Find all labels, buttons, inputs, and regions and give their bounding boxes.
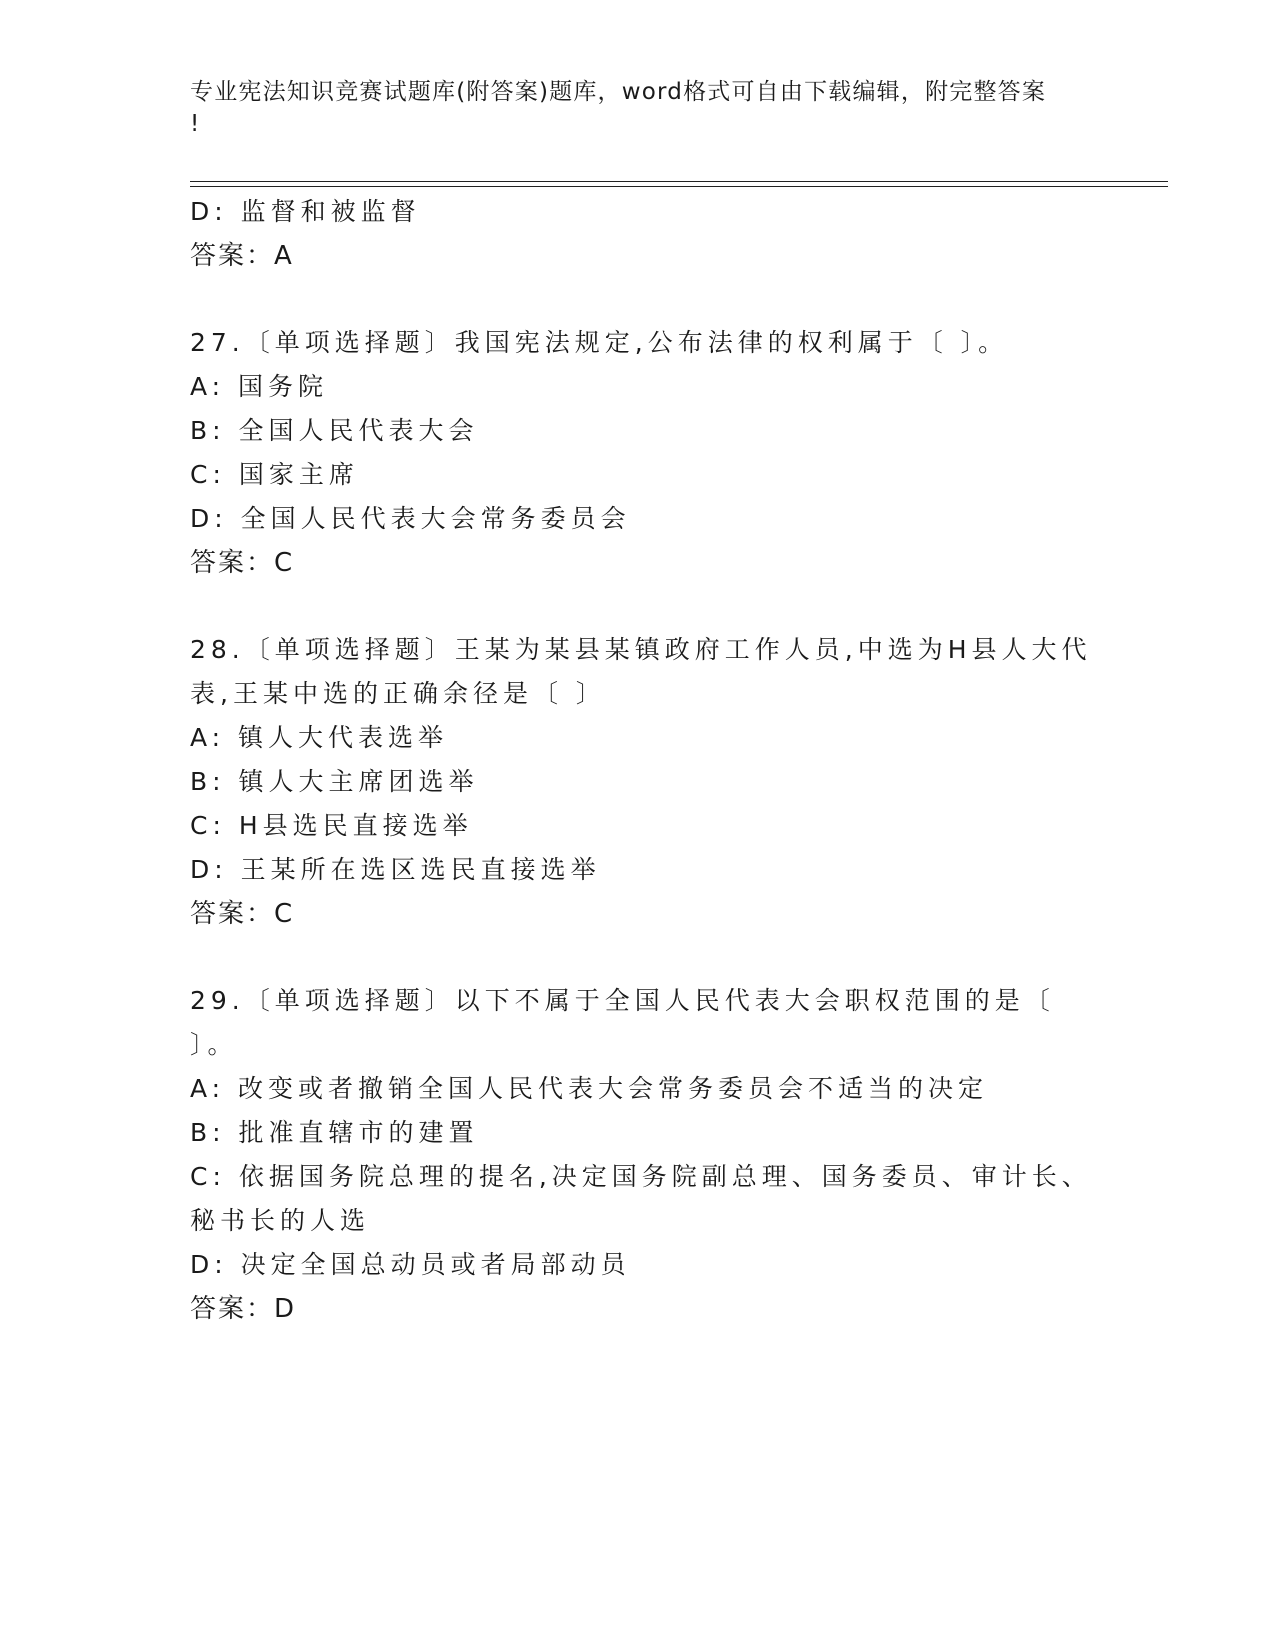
question-29-option-b: B: 批准直辖市的建置 (190, 1118, 479, 1147)
page-header (190, 76, 1090, 140)
question-27-option-b: B: 全国人民代表大会 (190, 416, 479, 445)
question-27-answer: 答案：C (190, 548, 295, 578)
question-28-stem-line-2: 表,王某中选的正确余径是〔 〕 (190, 679, 606, 708)
question-29-option-a: A: 改变或者撤销全国人民代表大会常务委员会不适当的决定 (190, 1074, 989, 1103)
question-28-option-a: A: 镇人大代表选举 (190, 723, 449, 752)
question-28-option-d: D: 王某所在选区选民直接选举 (190, 855, 601, 884)
question-29-option-c-line-2: 秘书长的人选 (190, 1206, 371, 1235)
question-29-stem-line-2: 〕。 (190, 1030, 238, 1059)
answer: 答案：A (190, 241, 294, 271)
question-29-answer: 答案：D (190, 1294, 297, 1324)
header-title-line-2: ! (190, 111, 201, 137)
question-29-option-d: D: 决定全国总动员或者局部动员 (190, 1250, 631, 1279)
question-27-option-c: C: 国家主席 (190, 460, 359, 489)
question-28-option-c: C: H县选民直接选举 (190, 811, 473, 840)
question-28-option-b: B: 镇人大主席团选举 (190, 767, 479, 796)
question-28-answer: 答案：C (190, 899, 295, 929)
question-27-option-d: D: 全国人民代表大会常务委员会 (190, 504, 631, 533)
question-29-stem-line-1: 29.〔单项选择题〕以下不属于全国人民代表大会职权范围的是〔 (190, 986, 1055, 1015)
header-divider-bottom (190, 186, 1168, 187)
question-27-option-a: A: 国务院 (190, 372, 329, 401)
option-d: D: 监督和被监督 (190, 197, 421, 226)
header-title-line-1: 专业宪法知识竞赛试题库(附答案)题库，word格式可自由下载编辑，附完整答案 (190, 79, 1047, 105)
question-27-stem: 27.〔单项选择题〕我国宪法规定,公布法律的权利属于〔 〕。 (190, 328, 1009, 357)
question-29-option-c-line-1: C: 依据国务院总理的提名,决定国务院副总理、国务委员、审计长、 (190, 1162, 1092, 1191)
header-divider-top (190, 181, 1168, 182)
question-28-stem-line-1: 28.〔单项选择题〕王某为某县某镇政府工作人员,中选为H县人大代 (190, 635, 1092, 664)
